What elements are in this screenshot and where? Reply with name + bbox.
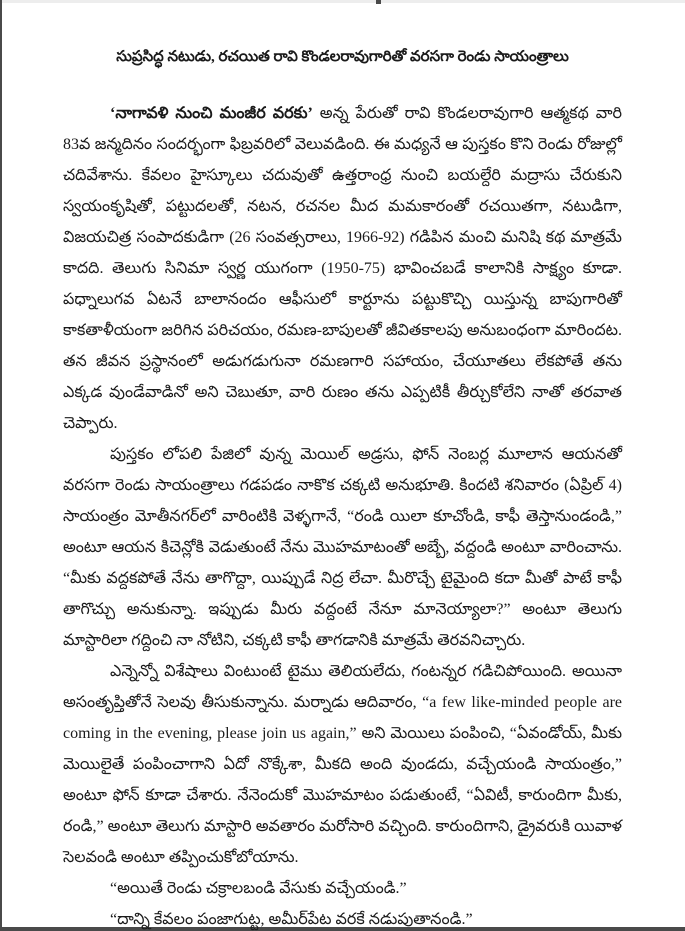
book-title-bold-lead: ‘నాగావళి నుంచి మంజీర వరకు’ bbox=[110, 105, 313, 122]
paragraph-1-text: అన్న పేరుతో రావి కొండలరావుగారి ఆత్మకథ వారి 83వ జన్మదినం సందర్భంగా ఫిబ్రవరిలో వెలువడింది. ఈ మధ్యనే ఆ పుస్తకం కొని రెండు రోజుల్లో చదివేశాను. కేవలం హైస్కూలు చదువుతో ఉత్తరాంధ్ర నుంచి బయల్దేరి మద్రాసు చేరుకుని స్వయంకృషితో, పట్టుదలతో, నటన, రచనల మీద మమకారంతో రచయితగా, నటుడిగా, విజయచిత్ర సంపాదకుడిగా (26 సంవత్సరాలు, 1966-92) గడిపిన మంచి మనిషి కథ మాత్రమే కాదది. తెలుగు సినిమా స్వర్ణ యుగంగా (1950-75) భావించబడే కాలానికి సాక్ష్యం కూడా. పధ్నాలుగవ ఏటనే బాలానందం ఆఫీసులో కార్టూను పట్టుకొచ్చి యిస్తున్న బాపుగారితో కాకతాళీయంగా జరిగిన పరిచయం, రమణ-బాపులతో జీవితకాలపు అనుబంధంగా మారిందట. తన జీవన ప్రస్థానంలో అడుగడుగునా రమణగారి సహాయం, చేయూతలు లేకపోతే తను ఎక్కడ వుండేవాడినో అని చెబుతూ, వారి రుణం తను ఎప్పటికీ తీర్చుకోలేని నాతో తరవాత చెప్పారు. bbox=[63, 105, 623, 432]
page-title: సుప్రసిద్ధ నటుడు, రచయిత రావి కొండలరావుగారితో వరసగా రెండు సాయంత్రాలు bbox=[116, 49, 569, 65]
page-content bbox=[63, 0, 622, 931]
paragraph-3: ఎన్నెన్నో విశేషాలు వింటుంటే టైము తెలియలేదు, గంటన్నర గడిచిపోయింది. అయినా అసంతృప్తితోనే సెలవు తీసుకున్నాను. మర్నాడు ఆదివారం, “a few like-minded people are coming in the evening, please join us again,” అని మెయిలు పంపించి, “ఏవండోయ్, మీకు మెయిలైతే పంపించాగాని ఏదో నొక్కేశా, మీకది అంది వుండదు, వచ్చేయండి సాయంత్రం,” అంటూ ఫోన్ కూడా చేశారు. నేనెందుకో మొహమాటం పడుతుంటే, “ఏవిటీ, కారుందిగా మీకు, రండి,” అంటూ తెలుగు మాస్టారి అవతారం మరోసారి వచ్చింది. కారుందిగాని, డ్రైవరుకి యివాళ సెలవండి అంటూ తప్పించుకోబోయాను. bbox=[63, 663, 622, 866]
paragraph-1 bbox=[63, 98, 622, 439]
dialogue-line-2: “దాన్ని కేవలం పంజాగుట్ట, అమీర్‌పేట వరకే నడుపుతానండి.” bbox=[110, 911, 473, 928]
paragraph-2: పుస్తకం లోపలి పేజిలో వున్న మెయిల్ అడ్రసు, ఫోన్ నెంబర్ల మూలాన ఆయనతో వరసగా రెండు సాయంత్రాలు గడపడం నాకొక చక్కటి అనుభూతి. కిందటి శనివారం (ఏప్రిల్ 4) సాయంత్రం మోతీనగర్‌లో వారింటికి వెళ్ళగానే, “రండి యిలా కూచోండి, కాఫీ తెస్తానుండండి,” అంటూ ఆయన కిచెన్లోకి వెడుతుంటే నేను మొహమాటంతో అబ్బే, వద్దండి అంటూ వారించాను. “మీకు వద్దకపోతే నేను తాగొద్దా, యిప్పుడే నిద్ర లేచా. మీరొచ్చే టైమైంది కదా మీతో పాటే కాఫీ తాగొచ్చు అనుకున్నా. ఇప్పుడు మీరు వద్దంటే నేనూ మానెయ్యాలా?” అంటూ తెలుగు మాస్టారిలా గద్దించి నా నోటిని, చక్కటి కాఫీ తాగడానికి మాత్రమే తెరవనిచ్చారు. bbox=[63, 446, 622, 649]
page-left-edge bbox=[0, 0, 2, 931]
dialogue-line-1: “అయితే రెండు చక్రాలబండి వేసుకు వచ్చేయండి.” bbox=[110, 880, 407, 897]
